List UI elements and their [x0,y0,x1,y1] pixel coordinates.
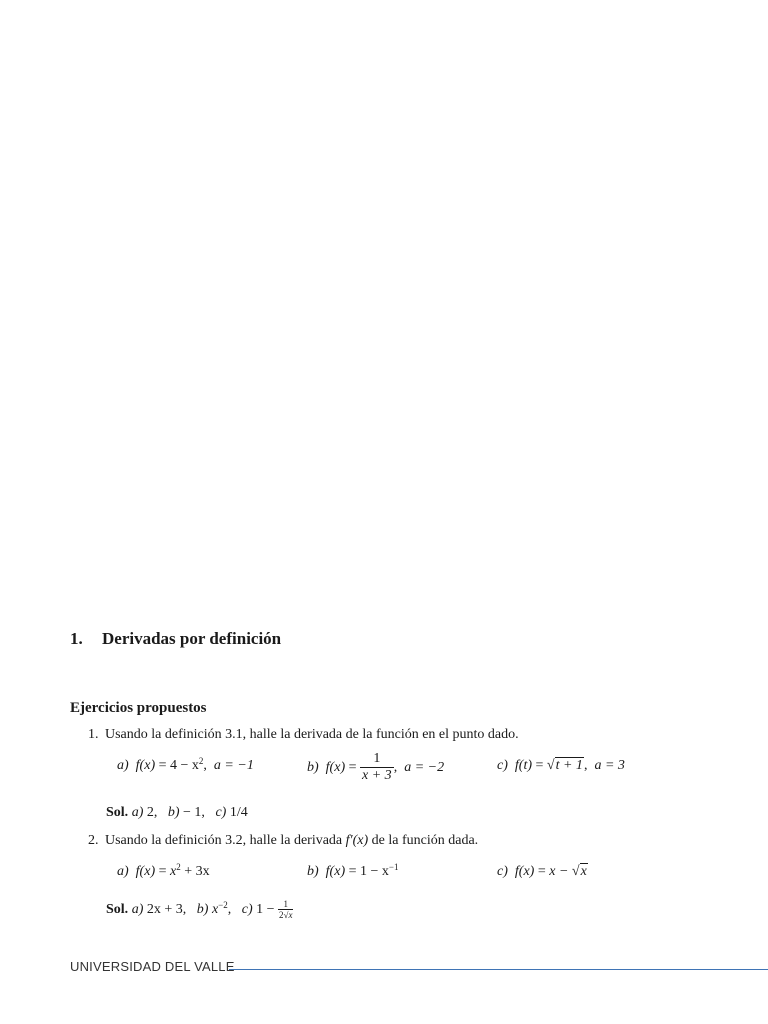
solution-c-pre: 1 − [256,902,275,918]
item-label: c) [497,864,508,879]
denominator: 2√x [279,910,293,920]
exercise-text: Usando la definición 3.1, halle la derivada de la función en el punto dado. [105,727,519,742]
exercise-2-solution: Sol. a) 2x + 3, b) $x^{-2}$, c) 1 − $\frac{1}{2√x}$ [106,899,293,920]
solution-b-exponent: −2 [218,900,228,911]
solution-label: Sol. [106,805,129,820]
radicand: t + 1 [555,758,583,773]
exponent: 2 [198,756,204,766]
solution-a: 2, [146,805,158,820]
exercise-number: 2. [88,833,99,848]
exercise-text: Usando la definición 3.2, halle la derivada [105,833,343,848]
item-label: a) [117,864,129,879]
sqrt-icon: √ [546,758,555,773]
section-title: Derivadas por definición [102,629,282,648]
numerator: 1 [373,751,381,766]
function-name: f(x) [325,864,346,879]
exercise-1-item-b: b) f(x) = $\frac{1}{x + 3}$ , a = −2 [307,751,445,783]
solution-b-sep: , [227,902,232,918]
radicand: x [580,864,587,879]
exercise-number: 1. [88,727,99,742]
solution-b: − 1, [183,805,205,820]
exercise-1-solution: Sol. a) 2, b) − 1, c) 1/4 [106,805,248,820]
section-number: 1. [70,629,83,648]
denominator: x + 3 [362,767,392,783]
function-name: f(x) [135,758,156,773]
evaluation-point: a = −2 [404,759,445,775]
item-label: b) [307,759,319,775]
function-name: f(x) [514,864,535,879]
fraction [360,752,394,783]
exercise-1-item-c: c) f(t) = √t + 1, a = 3 [497,758,625,773]
exercise-2-item-b: b) $f(x) = 1 - x^{-1}$ [307,862,399,879]
footer-divider [229,969,768,970]
expression: 1 − x [360,864,389,879]
evaluation-point: a = 3 [594,758,625,773]
exercise-1-statement [88,727,519,743]
item-label: b) [307,864,319,879]
derivative-notation: f′(x) [345,833,369,848]
exponent: −1 [388,862,399,872]
solution-a: 2x + 3, [146,902,187,918]
footer-university-name: UNIVERSIDAD DEL VALLE [70,959,235,974]
exercise-2-item-c: c) f(x) = x − √x [497,864,587,879]
sqrt-icon: √ [571,864,580,879]
exercise-2-item-a: a) $f(x) = x^2 + 3x$ [117,862,210,879]
solution-b-base: x [211,902,219,918]
item-label: a) [117,758,129,773]
numerator: 1 [283,899,288,909]
evaluation-point: a = −1 [213,758,254,773]
item-label: c) [497,758,508,773]
exercise-2-statement [88,833,478,849]
exercise-1-item-a: a) $f(x) = 4 - x^2$, a = −1 [117,756,254,773]
expression: x − [549,864,569,879]
expression: 4 − x [170,758,199,773]
exercise-text-tail: de la función dada. [371,833,479,848]
function-name: f(x) [135,864,156,879]
expression-tail: + 3x [184,864,210,879]
solution-c: 1/4 [229,805,248,820]
expression-base: x [170,864,177,879]
solution-c-fraction [278,900,293,920]
function-name: f(t) [514,758,532,773]
solution-label: Sol. [106,902,129,918]
section-heading [70,629,281,649]
subsection-heading: Ejercicios propuestos [70,700,207,716]
exponent: 2 [176,862,181,872]
function-name: f(x) [325,759,346,775]
